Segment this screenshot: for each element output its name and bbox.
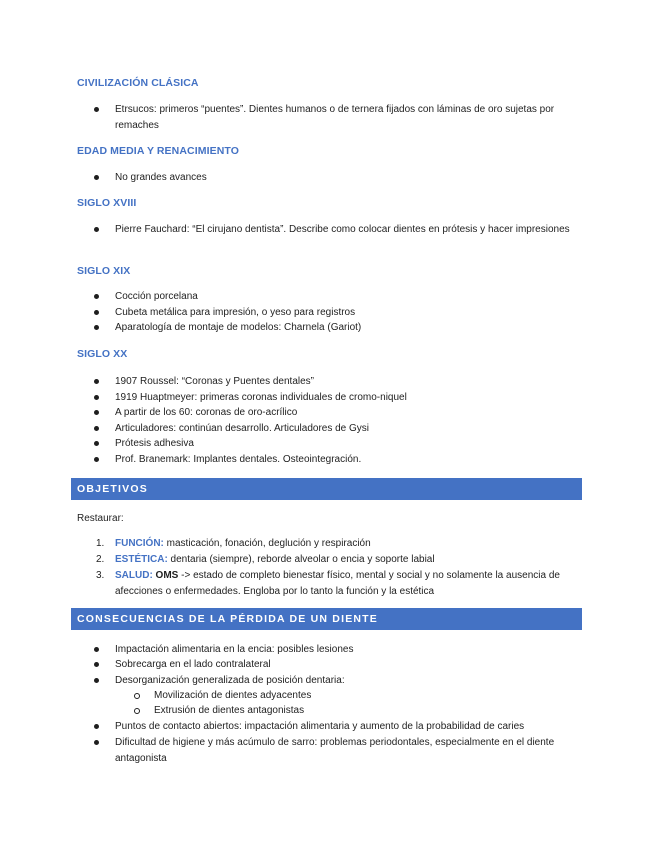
list-item: 1907 Roussel: “Coronas y Puentes dentales” xyxy=(115,376,315,387)
section-heading-edad-media: EDAD MEDIA Y RENACIMIENTO xyxy=(77,145,239,157)
list-item: Sobrecarga en el lado contralateral xyxy=(115,659,271,670)
list-item: Cubeta metálica para impresión, o yeso para registros xyxy=(115,307,356,318)
list-item: Aparatología de montaje de modelos: Charnela (Gariot) xyxy=(115,322,362,333)
bullet xyxy=(94,678,99,683)
list-item: Desorganización generalizada de posición dentaria: xyxy=(115,675,345,686)
item-text: dentaria (siempre), reborde alveolar o encia y soporte labial xyxy=(167,554,435,565)
bullet xyxy=(94,107,99,112)
section-heading-siglo-xix: SIGLO XIX xyxy=(77,265,131,277)
bullet xyxy=(94,457,99,462)
bullet xyxy=(94,379,99,384)
list-number: 3. xyxy=(96,570,105,581)
section-heading-siglo-xx: SIGLO XX xyxy=(77,348,128,360)
numbered-item-funcion xyxy=(115,536,585,552)
section-heading-siglo-xviii: SIGLO XVIII xyxy=(77,197,137,209)
sub-list-item: Extrusión de dientes antagonistas xyxy=(154,705,305,716)
item-label: SALUD: xyxy=(115,570,153,581)
list-item: Puntos de contacto abiertos: impactación alimentaria y aumento de la probabilidad de caries xyxy=(115,721,525,732)
bullet xyxy=(94,175,99,180)
sub-bullet xyxy=(134,708,140,714)
sub-list-item: Movilización de dientes adyacentes xyxy=(154,690,312,701)
bullet xyxy=(94,647,99,652)
item-bold: OMS xyxy=(152,570,179,581)
bullet xyxy=(94,740,99,745)
bullet xyxy=(94,410,99,415)
list-item: Pierre Fauchard: “El cirujano dentista”. Describe como colocar dientes en prótesis y hacer impresiones xyxy=(115,224,570,235)
list-number: 1. xyxy=(96,538,105,549)
bullet xyxy=(94,724,99,729)
item-text: -> estado de completo bienestar físico, mental y social y no solamente la ausencia de afecciones o enfermedades. Engloba por lo tanto la función y la estética xyxy=(115,570,560,597)
item-label: FUNCIÓN: xyxy=(115,538,164,549)
bullet xyxy=(94,395,99,400)
list-item: Articuladores: continúan desarrollo. Articuladores de Gysi xyxy=(115,423,370,434)
list-item: 1919 Huaptmeyer: primeras coronas individuales de cromo-niquel xyxy=(115,392,407,403)
numbered-item-estetica xyxy=(115,552,585,568)
bullet xyxy=(94,227,99,232)
section-heading-civilizacion: CIVILIZACIÓN CLÁSICA xyxy=(77,77,199,89)
list-item: Cocción porcelana xyxy=(115,291,198,302)
list-item: Prof. Branemark: Implantes dentales. Osteointegración. xyxy=(115,454,362,465)
bullet xyxy=(94,441,99,446)
bullet xyxy=(94,294,99,299)
bullet xyxy=(94,310,99,315)
list-item: A partir de los 60: coronas de oro-acrílico xyxy=(115,407,298,418)
list-number: 2. xyxy=(96,554,105,565)
bullet xyxy=(94,662,99,667)
section-banner-objetivos: OBJETIVOS xyxy=(71,478,582,500)
bullet xyxy=(94,426,99,431)
item-label: ESTÉTICA: xyxy=(115,554,168,565)
sub-bullet xyxy=(134,693,140,699)
section-banner-consecuencias: CONSECUENCIAS DE LA PÉRDIDA DE UN DIENTE xyxy=(71,608,582,630)
numbered-item-salud xyxy=(115,568,585,599)
intro-text: Restaurar: xyxy=(77,513,124,524)
list-item: Prótesis adhesiva xyxy=(115,438,194,449)
list-item: Impactación alimentaria en la encia: posibles lesiones xyxy=(115,644,354,655)
item-text: masticación, fonación, deglución y respiración xyxy=(163,538,371,549)
list-item: No grandes avances xyxy=(115,172,207,183)
bullet xyxy=(94,325,99,330)
list-item: Dificultad de higiene y más acúmulo de sarro: problemas periodontales, especialmente en el diente antagonista xyxy=(115,737,555,764)
list-item: Etrsucos: primeros “puentes”. Dientes humanos o de ternera fijados con láminas de oro sujetas por remaches xyxy=(115,104,555,131)
